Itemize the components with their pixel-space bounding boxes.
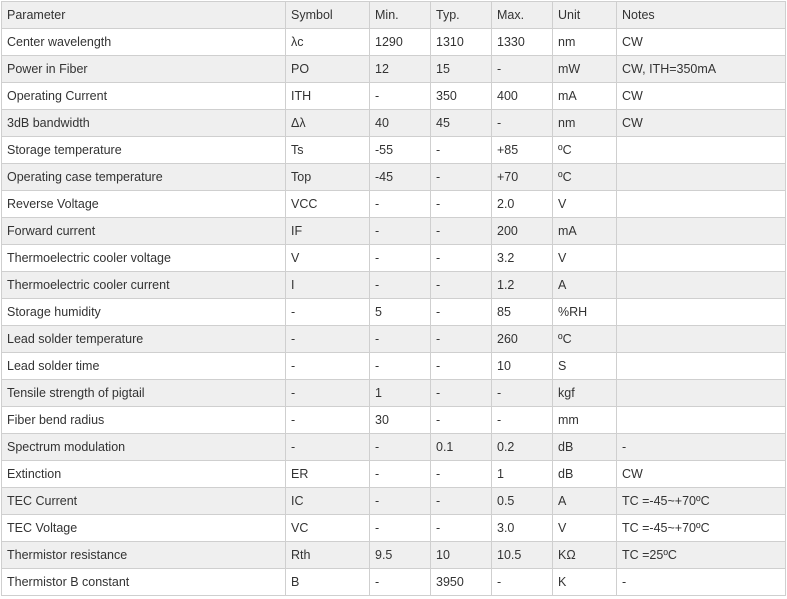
cell-unit: mm	[553, 407, 617, 434]
cell-notes	[617, 245, 786, 272]
cell-notes	[617, 380, 786, 407]
cell-parameter: Thermoelectric cooler current	[2, 272, 286, 299]
cell-typ: -	[431, 461, 492, 488]
table-row	[2, 299, 786, 326]
header-unit: Unit	[553, 2, 617, 29]
cell-typ: -	[431, 137, 492, 164]
cell-notes: CW	[617, 83, 786, 110]
cell-unit: K	[553, 569, 617, 596]
cell-min: -	[370, 218, 431, 245]
cell-typ: -	[431, 191, 492, 218]
cell-max: -	[492, 569, 553, 596]
cell-unit: ºC	[553, 137, 617, 164]
cell-unit: KΩ	[553, 542, 617, 569]
cell-typ: -	[431, 515, 492, 542]
cell-unit: mW	[553, 56, 617, 83]
cell-max: 85	[492, 299, 553, 326]
cell-parameter: Fiber bend radius	[2, 407, 286, 434]
cell-typ: 1310	[431, 29, 492, 56]
cell-max: 0.2	[492, 434, 553, 461]
table-row	[2, 29, 786, 56]
cell-symbol: VCC	[286, 191, 370, 218]
cell-parameter: TEC Current	[2, 488, 286, 515]
table-row	[2, 569, 786, 596]
cell-typ: -	[431, 380, 492, 407]
cell-max: 3.0	[492, 515, 553, 542]
cell-typ: 350	[431, 83, 492, 110]
cell-max: -	[492, 407, 553, 434]
cell-symbol: -	[286, 326, 370, 353]
cell-unit: V	[553, 245, 617, 272]
cell-max: -	[492, 380, 553, 407]
table-row	[2, 326, 786, 353]
cell-notes	[617, 164, 786, 191]
cell-typ: -	[431, 407, 492, 434]
cell-min: -55	[370, 137, 431, 164]
cell-min: -	[370, 434, 431, 461]
table-row	[2, 488, 786, 515]
cell-symbol: Ts	[286, 137, 370, 164]
header-notes: Notes	[617, 2, 786, 29]
cell-parameter: Thermistor resistance	[2, 542, 286, 569]
table-row	[2, 137, 786, 164]
header-row	[2, 2, 786, 29]
cell-parameter: Power in Fiber	[2, 56, 286, 83]
cell-notes	[617, 299, 786, 326]
cell-symbol: -	[286, 434, 370, 461]
cell-max: 2.0	[492, 191, 553, 218]
cell-parameter: Storage humidity	[2, 299, 286, 326]
cell-typ: -	[431, 272, 492, 299]
cell-max: 1330	[492, 29, 553, 56]
cell-unit: mA	[553, 218, 617, 245]
cell-max: 200	[492, 218, 553, 245]
table-row	[2, 83, 786, 110]
cell-unit: ºC	[553, 164, 617, 191]
header-max: Max.	[492, 2, 553, 29]
cell-unit: dB	[553, 434, 617, 461]
cell-max: 0.5	[492, 488, 553, 515]
cell-min: -	[370, 353, 431, 380]
cell-typ: 0.1	[431, 434, 492, 461]
cell-unit: nm	[553, 110, 617, 137]
cell-unit: kgf	[553, 380, 617, 407]
cell-max: 10	[492, 353, 553, 380]
cell-min: -	[370, 488, 431, 515]
cell-parameter: Extinction	[2, 461, 286, 488]
table-row	[2, 110, 786, 137]
cell-notes: CW	[617, 29, 786, 56]
header-min: Min.	[370, 2, 431, 29]
cell-max: +70	[492, 164, 553, 191]
cell-typ: -	[431, 326, 492, 353]
cell-unit: ºC	[553, 326, 617, 353]
cell-parameter: 3dB bandwidth	[2, 110, 286, 137]
cell-parameter: Forward current	[2, 218, 286, 245]
cell-max: 1	[492, 461, 553, 488]
cell-unit: A	[553, 272, 617, 299]
cell-min: 30	[370, 407, 431, 434]
cell-notes	[617, 407, 786, 434]
cell-notes: TC =-45~+70ºC	[617, 488, 786, 515]
table-row	[2, 542, 786, 569]
cell-parameter: Lead solder temperature	[2, 326, 286, 353]
specifications-table	[1, 1, 786, 596]
cell-min: 12	[370, 56, 431, 83]
cell-min: 5	[370, 299, 431, 326]
cell-max: 10.5	[492, 542, 553, 569]
cell-min: -	[370, 326, 431, 353]
cell-notes: CW	[617, 461, 786, 488]
cell-parameter: Center wavelength	[2, 29, 286, 56]
cell-symbol: I	[286, 272, 370, 299]
cell-unit: mA	[553, 83, 617, 110]
cell-max: -	[492, 56, 553, 83]
table-row	[2, 191, 786, 218]
cell-symbol: ER	[286, 461, 370, 488]
table-row	[2, 245, 786, 272]
cell-unit: dB	[553, 461, 617, 488]
cell-max: -	[492, 110, 553, 137]
cell-typ: 10	[431, 542, 492, 569]
cell-parameter: Thermistor B constant	[2, 569, 286, 596]
cell-notes	[617, 191, 786, 218]
cell-notes	[617, 353, 786, 380]
cell-unit: S	[553, 353, 617, 380]
cell-symbol: -	[286, 353, 370, 380]
table-row	[2, 380, 786, 407]
table-row	[2, 272, 786, 299]
table-body	[2, 2, 786, 596]
table-row	[2, 434, 786, 461]
cell-symbol: IC	[286, 488, 370, 515]
cell-min: -	[370, 245, 431, 272]
cell-notes: CW	[617, 110, 786, 137]
cell-parameter: Spectrum modulation	[2, 434, 286, 461]
cell-parameter: Tensile strength of pigtail	[2, 380, 286, 407]
table-row	[2, 461, 786, 488]
cell-typ: -	[431, 245, 492, 272]
table-row	[2, 407, 786, 434]
cell-typ: 3950	[431, 569, 492, 596]
cell-max: 260	[492, 326, 553, 353]
cell-parameter: Lead solder time	[2, 353, 286, 380]
cell-notes: TC =-45~+70ºC	[617, 515, 786, 542]
table-row	[2, 56, 786, 83]
cell-parameter: Operating case temperature	[2, 164, 286, 191]
cell-notes: CW, ITH=350mA	[617, 56, 786, 83]
cell-symbol: IF	[286, 218, 370, 245]
cell-parameter: Operating Current	[2, 83, 286, 110]
cell-symbol: Top	[286, 164, 370, 191]
table-row	[2, 515, 786, 542]
cell-symbol: B	[286, 569, 370, 596]
cell-symbol: -	[286, 407, 370, 434]
cell-min: -	[370, 461, 431, 488]
cell-unit: V	[553, 515, 617, 542]
cell-typ: -	[431, 164, 492, 191]
cell-symbol: V	[286, 245, 370, 272]
cell-min: 9.5	[370, 542, 431, 569]
cell-symbol: ITH	[286, 83, 370, 110]
cell-symbol: -	[286, 380, 370, 407]
cell-notes	[617, 272, 786, 299]
cell-symbol: PO	[286, 56, 370, 83]
cell-symbol: Δλ	[286, 110, 370, 137]
cell-typ: -	[431, 353, 492, 380]
cell-symbol: Rth	[286, 542, 370, 569]
cell-notes: TC =25ºC	[617, 542, 786, 569]
cell-typ: -	[431, 218, 492, 245]
cell-typ: 45	[431, 110, 492, 137]
cell-min: -	[370, 272, 431, 299]
table-row	[2, 164, 786, 191]
header-symbol: Symbol	[286, 2, 370, 29]
cell-max: 400	[492, 83, 553, 110]
header-typ: Typ.	[431, 2, 492, 29]
cell-parameter: Storage temperature	[2, 137, 286, 164]
cell-max: +85	[492, 137, 553, 164]
cell-symbol: -	[286, 299, 370, 326]
cell-symbol: VC	[286, 515, 370, 542]
cell-min: 40	[370, 110, 431, 137]
cell-notes	[617, 218, 786, 245]
header-parameter: Parameter	[2, 2, 286, 29]
cell-unit: V	[553, 191, 617, 218]
cell-min: -	[370, 191, 431, 218]
cell-unit: nm	[553, 29, 617, 56]
cell-parameter: Reverse Voltage	[2, 191, 286, 218]
cell-unit: %RH	[553, 299, 617, 326]
cell-notes: -	[617, 434, 786, 461]
cell-min: 1290	[370, 29, 431, 56]
cell-min: -	[370, 569, 431, 596]
cell-typ: 15	[431, 56, 492, 83]
cell-max: 1.2	[492, 272, 553, 299]
cell-max: 3.2	[492, 245, 553, 272]
cell-min: -45	[370, 164, 431, 191]
table-row	[2, 353, 786, 380]
cell-symbol: λc	[286, 29, 370, 56]
cell-typ: -	[431, 488, 492, 515]
cell-parameter: Thermoelectric cooler voltage	[2, 245, 286, 272]
cell-notes: -	[617, 569, 786, 596]
cell-min: 1	[370, 380, 431, 407]
table-row	[2, 218, 786, 245]
cell-notes	[617, 326, 786, 353]
cell-typ: -	[431, 299, 492, 326]
cell-notes	[617, 137, 786, 164]
cell-min: -	[370, 515, 431, 542]
cell-parameter: TEC Voltage	[2, 515, 286, 542]
cell-min: -	[370, 83, 431, 110]
cell-unit: A	[553, 488, 617, 515]
